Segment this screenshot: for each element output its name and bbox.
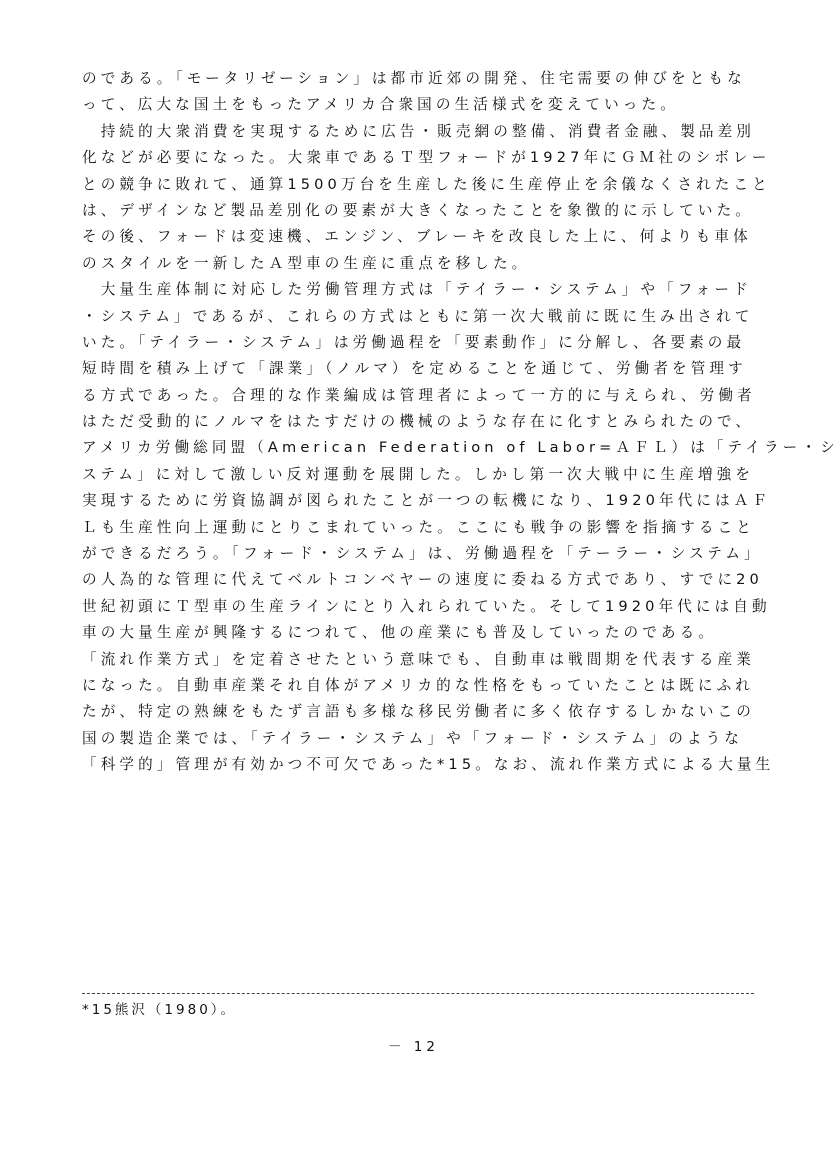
text-line: のスタイルを一新したＡ型車の生産に重点を移した。: [82, 254, 531, 272]
text-line: はただ受動的にノルマをはたすだけの機械のような存在に化すとみられたので、: [82, 413, 755, 431]
text-line: 国の製造企業では、「テイラー・システム」や「フォード・システム」のような: [82, 729, 744, 747]
text-line: の人為的な管理に代えてベルトコンベヤーの速度に委ねる方式であり、すでに20: [82, 571, 763, 589]
text-line: ができるだろう。「フォード・システム」は、労働過程を「テーラー・システム」: [82, 545, 763, 563]
text-line: 世紀初頭にＴ型車の生産ラインにとり入れられていた。そして1920年代には自動: [82, 597, 771, 615]
text-line: 実現するために労資協調が図られたことが一つの転機になり、1920年代にはＡＦ: [82, 492, 772, 510]
text-line: 持続的大衆消費を実現するために広告・販売網の整備、消費者金融、製品差別: [82, 122, 755, 140]
text-line: 「流れ作業方式」を定着させたという意味でも、自動車は戦間期を代表する産業: [82, 650, 755, 668]
text-line: との競争に敗れて、通算1500万台を生産した後に生産停止を余儀なくされたこと: [82, 175, 771, 193]
text-line: アメリカ労働総同盟（American Federation of Labor=ＡＦＬ）は「テイラー・シ: [82, 439, 839, 457]
text-line: って、広大な国土をもったアメリカ合衆国の生活様式を変えていった。: [82, 96, 679, 114]
text-line: ・システム」であるが、これらの方式はともに第一次大戦前に既に生み出されて: [82, 307, 754, 325]
text-line: いた。「テイラー・システム」は労働過程を「要素動作」に分解し、各要素の最: [82, 333, 746, 351]
text-line: る方式であった。合理的な作業編成は管理者によって一方的に与えられ、労働者: [82, 386, 756, 404]
text-line: たが、特定の熟練をもたず言語も多様な移民労働者に多く依存するしかないこの: [82, 703, 755, 721]
text-line: になった。自動車産業それ自体がアメリカ的な性格をもっていたことは既にふれ: [82, 676, 754, 694]
text-line: は、デザインなど製品差別化の要素が大きくなったことを象徴的に示していた。: [82, 201, 754, 219]
footnote-divider: [82, 993, 754, 994]
text-line: その後、フォードは変速機、エンジン、ブレーキを改良した上に、何よりも車体: [82, 228, 752, 246]
text-line: 大量生産体制に対応した労働管理方式は「テイラー・システム」や「フォード: [82, 281, 752, 299]
text-line: 化などが必要になった。大衆車であるＴ型フォードが1927年にＧＭ社のシボレー: [82, 149, 771, 167]
text-line: のである。「モータリゼーション」は都市近郊の開発、住宅需要の伸びをともな: [82, 70, 746, 87]
text-line: 「科学的」管理が有効かつ不可欠であった*15。なお、流れ作業方式による大量生: [82, 756, 775, 774]
footnote: *15熊沢（1980）。: [82, 1002, 238, 1018]
body-text: [82, 66, 839, 779]
text-line: 車の大量生産が興隆するにつれて、他の産業にも普及していったのである。: [82, 624, 718, 642]
page-number: － 12: [388, 1039, 439, 1055]
text-line: ステム」に対して激しい反対運動を展開した。しかし第一次大戦中に生産増強を: [82, 465, 754, 483]
text-line: Ｌも生産性向上運動にとりこまれていった。ここにも戦争の影響を指摘すること: [82, 518, 755, 536]
text-line: 短時間を積み上げて「課業」（ノルマ）を定めることを通じて、労働者を管理す: [82, 360, 747, 378]
